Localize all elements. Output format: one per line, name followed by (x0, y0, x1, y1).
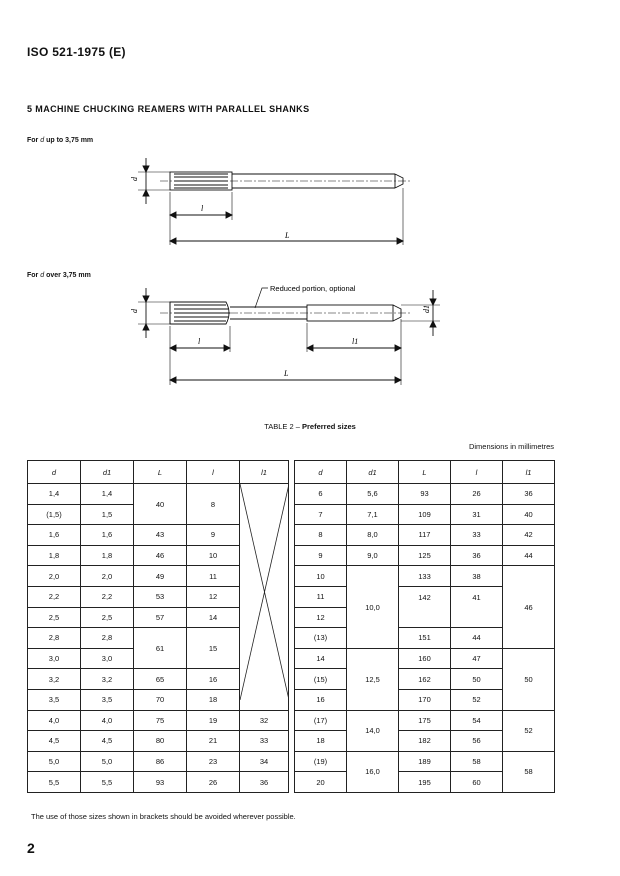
cell-d: 4,0 (28, 710, 81, 731)
cell-l1: 36 (240, 772, 289, 793)
table-header-row (295, 461, 555, 484)
cell-d: 2,5 (28, 607, 81, 628)
cell-l: 26 (451, 484, 503, 505)
fig1-dim-l: l (201, 204, 204, 213)
cell-d1: 5,0 (81, 751, 134, 772)
header-d1: d1 (347, 461, 399, 484)
cell-d: 6 (295, 484, 347, 505)
cell-l: 44 (451, 628, 503, 649)
cell-l1: 52 (503, 710, 555, 751)
cell-L: 125 (399, 545, 451, 566)
cell-d: 3,0 (28, 648, 81, 669)
figure1-caption: For d up to 3,75 mm (27, 137, 94, 144)
cell-d: 2,2 (28, 586, 81, 607)
cell-l1: 36 (503, 484, 555, 505)
cell-d1: 10,0 (347, 566, 399, 648)
cross-out-mark (240, 484, 289, 700)
table-row (28, 484, 289, 505)
cell-l: 14 (187, 607, 240, 628)
cell-L: 109 (399, 504, 451, 525)
cell-d: 20 (295, 772, 347, 793)
fig1-dim-L: L (285, 231, 290, 240)
fig2-dim-l: l (198, 337, 201, 346)
cell-l1: 33 (240, 731, 289, 752)
cell-l1: 32 (240, 710, 289, 731)
cell-d1: 4,5 (81, 731, 134, 752)
cell-l: 15 (187, 628, 240, 669)
cell-l: 21 (187, 731, 240, 752)
cell-d1: 3,0 (81, 648, 134, 669)
cell-L: 117 (399, 525, 451, 546)
cell-L (399, 607, 451, 628)
cell-d: 16 (295, 689, 347, 710)
cell-L: 43 (134, 525, 187, 546)
header-l: l (451, 461, 503, 484)
cell-l: 33 (451, 525, 503, 546)
cell-L: 133 (399, 566, 451, 587)
cell-l1: 42 (503, 525, 555, 546)
cell-l: 56 (451, 731, 503, 752)
cell-d: 1,6 (28, 525, 81, 546)
cell-l: 31 (451, 504, 503, 525)
cell-l: 58 (451, 751, 503, 772)
cell-d1: 4,0 (81, 710, 134, 731)
table-row (28, 731, 289, 752)
cell-d1: 1,4 (81, 484, 134, 505)
cell-d1: 2,5 (81, 607, 134, 628)
header-l1: l1 (503, 461, 555, 484)
cell-d: 2,0 (28, 566, 81, 587)
cell-d: (13) (295, 628, 347, 649)
cell-L: 49 (134, 566, 187, 587)
cell-l1: 34 (240, 751, 289, 772)
cell-L: 182 (399, 731, 451, 752)
cell-d: 14 (295, 648, 347, 669)
page-number: 2 (27, 840, 35, 856)
cell-d1: 1,6 (81, 525, 134, 546)
fig2-note: Reduced portion, optional (270, 284, 356, 293)
cell-d: 3,5 (28, 689, 81, 710)
cell-l: 54 (451, 710, 503, 731)
cell-L: 160 (399, 648, 451, 669)
cell-l: 8 (187, 484, 240, 525)
header-L: L (399, 461, 451, 484)
cell-l1: 40 (503, 504, 555, 525)
cell-l: 12 (187, 586, 240, 607)
cell-L: 53 (134, 586, 187, 607)
cell-d: 7 (295, 504, 347, 525)
cell-L: 40 (134, 484, 187, 525)
cell-d: 11 (295, 586, 347, 607)
cell-l: 60 (451, 772, 503, 793)
cell-L: 162 (399, 669, 451, 690)
header-d: d (28, 461, 81, 484)
header-l1: l1 (240, 461, 289, 484)
table-row (295, 525, 555, 546)
table-row (28, 710, 289, 731)
cell-L: 93 (134, 772, 187, 793)
cell-d1: 3,5 (81, 689, 134, 710)
cell-l1: 50 (503, 648, 555, 710)
cell-L: 93 (399, 484, 451, 505)
fig2-dim-d1: d1 (422, 305, 431, 313)
cell-l (451, 607, 503, 628)
cell-d1: 1,8 (81, 545, 134, 566)
right-size-table (294, 460, 555, 793)
cell-L: 80 (134, 731, 187, 752)
cell-d1: 1,5 (81, 504, 134, 525)
cell-l: 38 (451, 566, 503, 587)
cell-d: 4,5 (28, 731, 81, 752)
cell-l: 50 (451, 669, 503, 690)
header-d: d (295, 461, 347, 484)
cell-l: 10 (187, 545, 240, 566)
cell-L: 86 (134, 751, 187, 772)
cell-l: 16 (187, 669, 240, 690)
fig2-dim-d: d (130, 309, 139, 313)
cell-l1: 44 (503, 545, 555, 566)
cell-d: 18 (295, 731, 347, 752)
cell-d: 5,5 (28, 772, 81, 793)
table-row (295, 566, 555, 587)
cell-d: 10 (295, 566, 347, 587)
units-note: Dimensions in millimetres (468, 442, 554, 451)
cell-d: 3,2 (28, 669, 81, 690)
cell-d: (19) (295, 751, 347, 772)
cell-d1: 2,0 (81, 566, 134, 587)
cell-d: 1,4 (28, 484, 81, 505)
cell-L: 142 (399, 586, 451, 607)
table-row (295, 648, 555, 669)
cell-L: 61 (134, 628, 187, 669)
table-header-row (28, 461, 289, 484)
cell-l: 41 (451, 586, 503, 607)
header-L: L (134, 461, 187, 484)
cell-l: 11 (187, 566, 240, 587)
cell-l: 47 (451, 648, 503, 669)
table-row (295, 545, 555, 566)
cell-l: 9 (187, 525, 240, 546)
cell-d1: 5,6 (347, 484, 399, 505)
cell-l: 26 (187, 772, 240, 793)
table-row (295, 710, 555, 731)
cell-d: 5,0 (28, 751, 81, 772)
table-row (28, 772, 289, 793)
cell-d1: 14,0 (347, 710, 399, 751)
table-row (295, 484, 555, 505)
header-l: l (187, 461, 240, 484)
cell-L: 70 (134, 689, 187, 710)
cell-d1: 3,2 (81, 669, 134, 690)
cell-l: 19 (187, 710, 240, 731)
cell-l1-crossed (240, 484, 289, 711)
cell-d1: 9,0 (347, 545, 399, 566)
cell-d: 8 (295, 525, 347, 546)
header-d1: d1 (81, 461, 134, 484)
cell-d1: 2,8 (81, 628, 134, 649)
cell-l: 23 (187, 751, 240, 772)
cell-d: (15) (295, 669, 347, 690)
cell-d1: 2,2 (81, 586, 134, 607)
cell-d: (17) (295, 710, 347, 731)
table-title: TABLE 2 – Preferred sizes (264, 422, 356, 431)
left-size-table (27, 460, 289, 793)
cell-d: 2,8 (28, 628, 81, 649)
cell-l: 18 (187, 689, 240, 710)
cell-d: (1,5) (28, 504, 81, 525)
cell-l: 52 (451, 689, 503, 710)
cell-d: 12 (295, 607, 347, 628)
cell-L: 151 (399, 628, 451, 649)
cell-L: 65 (134, 669, 187, 690)
document-id: ISO 521-1975 (E) (27, 45, 126, 59)
cell-d1: 5,5 (81, 772, 134, 793)
cell-d1: 16,0 (347, 751, 399, 792)
reamer-drawings (0, 0, 620, 420)
fig2-dim-l1: l1 (352, 337, 359, 346)
cell-L: 170 (399, 689, 451, 710)
cell-l1: 58 (503, 751, 555, 792)
fig2-dim-L: L (284, 369, 289, 378)
cell-d: 1,8 (28, 545, 81, 566)
cell-L: 175 (399, 710, 451, 731)
cell-L: 46 (134, 545, 187, 566)
figure2-caption: For d over 3,75 mm (27, 272, 91, 279)
cell-l1: 46 (503, 566, 555, 648)
cell-L: 195 (399, 772, 451, 793)
table-row (295, 751, 555, 772)
cell-L: 75 (134, 710, 187, 731)
section-title: 5 MACHINE CHUCKING REAMERS WITH PARALLEL SHANKS (27, 104, 310, 114)
reamer-drawing-small (138, 158, 410, 245)
cell-d: 9 (295, 545, 347, 566)
cell-l: 36 (451, 545, 503, 566)
cell-L: 189 (399, 751, 451, 772)
table-row (295, 504, 555, 525)
footnote: The use of those sizes shown in brackets should be avoided wherever possible. (31, 812, 296, 821)
cell-d1: 12,5 (347, 648, 399, 710)
reamer-drawing-large (138, 288, 440, 385)
cell-d1: 8,0 (347, 525, 399, 546)
fig1-dim-d: d (130, 177, 139, 181)
cell-d1: 7,1 (347, 504, 399, 525)
cell-L: 57 (134, 607, 187, 628)
table-row (28, 751, 289, 772)
